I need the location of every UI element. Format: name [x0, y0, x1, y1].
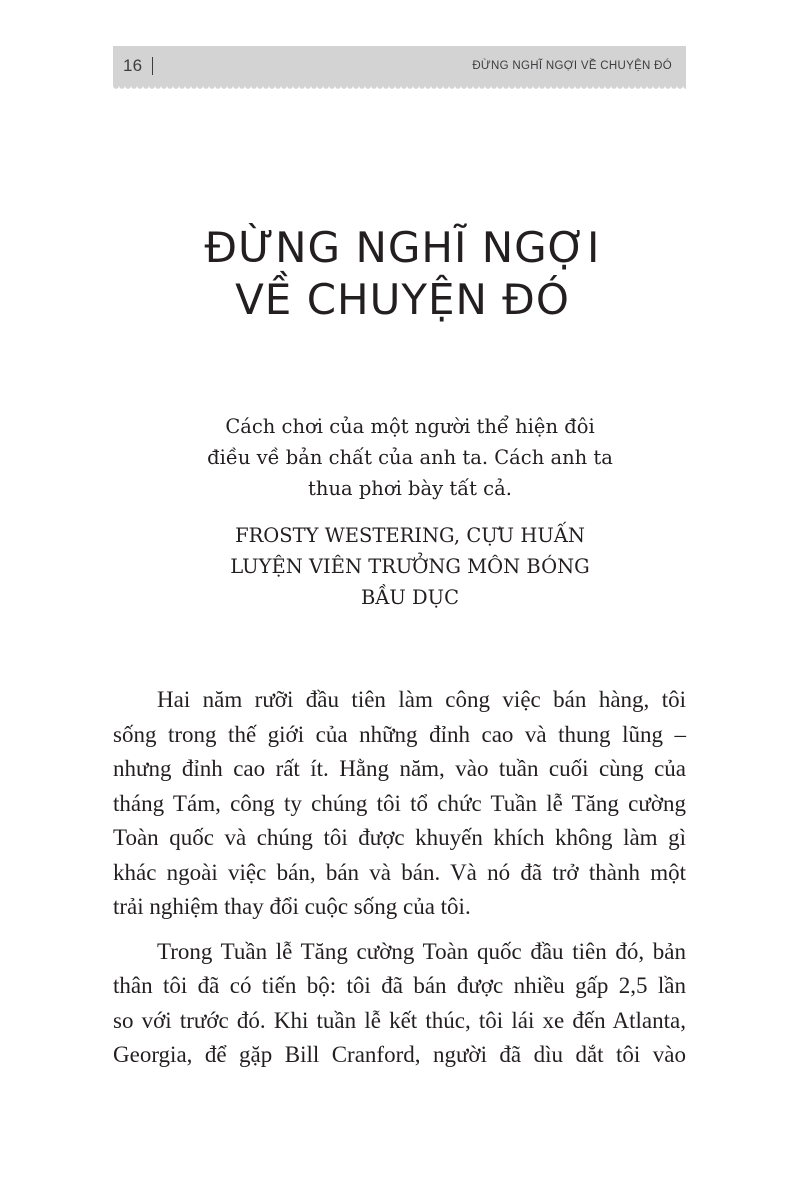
- body-line: Toàn quốc và chúng tôi được khuyến khích không làm gì: [113, 825, 686, 850]
- chapter-title-line: ĐỪNG NGHĨ NGỢI: [204, 223, 601, 272]
- body-line: sống trong thế giới của những đỉnh cao và thung lũng –: [113, 721, 686, 747]
- body-line: Georgia, để gặp Bill Cranford, người đã dìu dắt tôi vào: [113, 1042, 686, 1067]
- body-line: khác ngoài việc bán, bán và bán. Và nó đã trở thành một: [113, 859, 686, 885]
- epigraph-quote-line: thua phơi bày tất cả.: [308, 477, 512, 500]
- body-line: Trong Tuần lễ Tăng cường Toàn quốc đầu tiên đó, bản: [157, 938, 686, 964]
- body-text: [113, 683, 686, 1083]
- body-line: so với trước đó. Khi tuần lễ kết thúc, tôi lái xe đến Atlanta,: [113, 1007, 686, 1033]
- epigraph-attribution: [150, 520, 670, 613]
- page-number: 16: [123, 56, 143, 75]
- running-header: [113, 46, 686, 86]
- epigraph-attribution-line: FROSTY WESTERING, CỰU HUẤN: [235, 524, 585, 547]
- body-paragraph: [113, 935, 686, 1073]
- epigraph: [150, 411, 670, 613]
- page-number-group: [123, 56, 153, 76]
- chapter-title-line: VỀ CHUYỆN ĐÓ: [235, 275, 570, 324]
- chapter-title: [0, 222, 805, 326]
- body-line: Hai năm rưỡi đầu tiên làm công việc bán hàng, tôi: [157, 687, 686, 712]
- body-line: thân tôi đã có tiến bộ: tôi đã bán được nhiều gấp 2,5 lần: [113, 973, 686, 998]
- epigraph-quote-line: Cách chơi của một người thể hiện đôi: [225, 415, 595, 438]
- body-line: nhưng đỉnh cao rất ít. Hằng năm, vào tuần cuối cùng của: [113, 756, 686, 781]
- body-paragraph: [113, 683, 686, 925]
- epigraph-attribution-line: LUYỆN VIÊN TRƯỞNG MÔN BÓNG: [230, 555, 590, 578]
- body-line: tháng Tám, công ty chúng tôi tổ chức Tuần lễ Tăng cường: [113, 790, 686, 816]
- epigraph-quote-line: điều về bản chất của anh ta. Cách anh ta: [207, 446, 613, 469]
- running-chapter-title: ĐỪNG NGHĨ NGỢI VỀ CHUYỆN ĐÓ: [472, 60, 672, 72]
- body-line: trải nghiệm thay đổi cuộc sống của tôi.: [113, 894, 471, 919]
- header-divider: [152, 57, 153, 75]
- epigraph-quote: [150, 411, 670, 504]
- epigraph-attribution-line: BẦU DỤC: [360, 586, 460, 609]
